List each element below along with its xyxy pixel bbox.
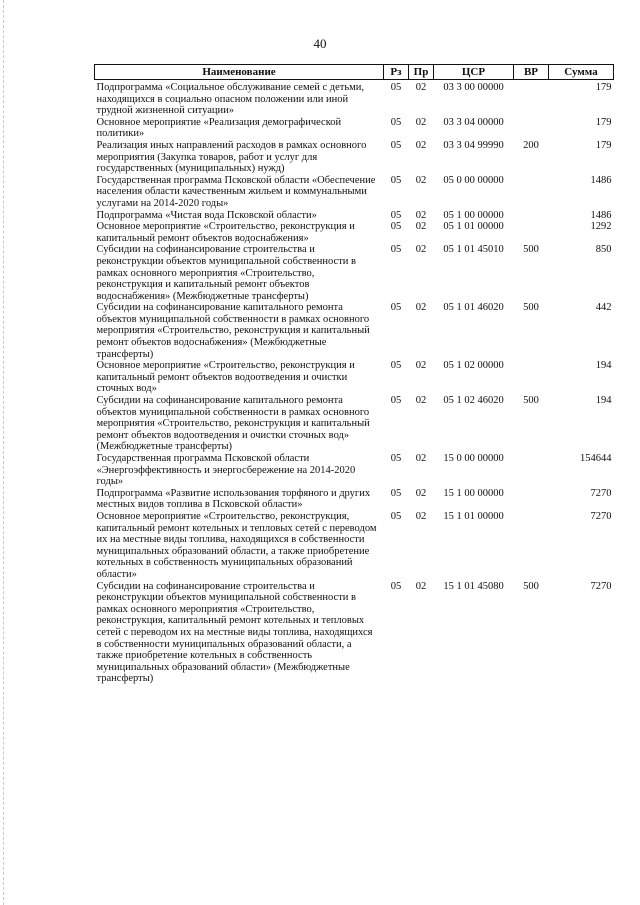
row-csr: 15 1 01 00000 (443, 510, 504, 522)
row-name: Субсидии на софинансирование капитального ремонта объектов муниципальной собственности в рамках основного мероприятия «Строительство, реконструкция и капитальный ремонт объектов водоотведения и очистки сточных вод» (Межбюджетные трансферты) (96, 395, 370, 453)
table-row (95, 80, 614, 117)
row-vr (514, 453, 549, 488)
header-pr: Пр (409, 65, 434, 80)
row-sum: 7270 (590, 580, 612, 592)
row-rz: 05 (390, 360, 402, 372)
row-vr (514, 511, 549, 581)
row-pr: 02 (415, 360, 427, 372)
row-name: Подпрограмма «Чистая вода Псковской области» (96, 209, 317, 221)
row-sum: 442 (595, 302, 612, 314)
row-sum: 1486 (590, 174, 612, 186)
row-pr: 02 (415, 116, 427, 128)
row-csr: 15 1 00 00000 (443, 487, 504, 499)
row-sum: 7270 (590, 487, 612, 499)
row-rz: 05 (390, 302, 402, 314)
row-pr: 02 (415, 244, 427, 256)
row-sum: 1292 (590, 221, 612, 233)
row-name: Государственная программа Псковской области «Энергоэффективность и энергосбережение на 2014-2020 годы» (96, 453, 356, 488)
row-name: Основное мероприятие «Строительство, реконструкция и капитальный ремонт объектов водоснабжения» (96, 221, 355, 244)
page-number: 40 (313, 36, 327, 51)
row-name: Субсидии на софинансирование капитального ремонта объектов муниципальной собственности в рамках основного мероприятия «Строительство, реконструкция и капитальный ремонт объектов водоснабжения» (Межбюджетные трансферты) (96, 302, 370, 360)
row-sum: 1486 (590, 209, 612, 221)
row-name: Основное мероприятие «Строительство, реконструкция и капитальный ремонт объектов водоотведения и очистки сточных вод» (96, 360, 355, 395)
header-sum: Сумма (549, 65, 614, 80)
row-pr: 02 (415, 221, 427, 233)
row-rz: 05 (390, 139, 402, 151)
row-vr: 500 (523, 395, 539, 407)
row-rz: 05 (390, 209, 402, 221)
table-row (95, 511, 614, 581)
row-name: Основное мероприятие «Строительство, реконструкция, капитальный ремонт котельных и тепловых сетей с переводом их на местные виды топлива, находящихся в собственности муниципальных образований области, а также приобретение котельных в собственность муниципальных образований области» (96, 510, 377, 580)
row-csr: 05 1 01 45010 (443, 244, 504, 256)
row-rz: 05 (390, 395, 402, 407)
row-rz: 05 (390, 82, 402, 93)
row-name: Подпрограмма «Развитие использования торфяного и других местных видов топлива в Псковской области» (96, 487, 371, 511)
header-vr: ВР (514, 65, 549, 80)
scan-margin-line (3, 0, 4, 905)
row-pr: 02 (415, 174, 427, 186)
row-csr: 05 1 00 00000 (443, 209, 504, 221)
row-name: Субсидии на софинансирование строительства и реконструкции объектов муниципальной собственности в рамках основного мероприятия «Строительство, реконструкция и капитальный ремонт объектов водоснабжения» (Межбюджетные трансферты) (96, 244, 356, 302)
header-rz: Рз (384, 65, 409, 80)
row-name: Государственная программа Псковской области «Обеспечение населения области качественным жильем и коммунальными услугами на 2014-2020 годы» (96, 174, 376, 209)
table-row (95, 140, 614, 175)
row-vr (514, 80, 549, 117)
row-sum: 179 (595, 116, 612, 128)
row-vr (514, 360, 549, 395)
row-rz: 05 (390, 510, 402, 522)
row-name: Основное мероприятие «Реализация демографической политики» (96, 116, 342, 140)
row-rz: 05 (390, 453, 402, 464)
row-pr: 02 (415, 453, 427, 464)
row-rz: 05 (390, 116, 402, 128)
row-pr: 02 (415, 487, 427, 499)
table-row (95, 581, 614, 685)
row-rz: 05 (390, 174, 402, 186)
table-row (95, 175, 614, 210)
table-body (95, 80, 614, 685)
row-csr: 05 1 01 46020 (443, 302, 504, 314)
row-sum: 7270 (590, 510, 612, 522)
table-row (95, 302, 614, 360)
budget-table (94, 64, 614, 685)
row-sum: 194 (595, 395, 612, 407)
row-pr: 02 (415, 139, 427, 151)
row-pr: 02 (415, 580, 427, 592)
table-row (95, 453, 614, 488)
row-sum: 179 (595, 82, 612, 93)
row-sum: 194 (595, 360, 612, 372)
row-vr: 500 (523, 302, 539, 314)
table-row (95, 117, 614, 140)
table-row (95, 395, 614, 453)
row-csr: 15 1 01 45080 (443, 580, 504, 592)
row-pr: 02 (415, 510, 427, 522)
row-vr (514, 221, 549, 244)
row-sum: 850 (595, 244, 612, 256)
row-csr: 03 3 00 00000 (443, 82, 504, 93)
row-pr: 02 (415, 209, 427, 221)
row-vr: 500 (523, 580, 539, 592)
row-rz: 05 (390, 580, 402, 592)
row-csr: 05 0 00 00000 (443, 174, 504, 186)
row-csr: 03 3 04 99990 (443, 139, 504, 151)
row-pr: 02 (415, 82, 427, 93)
row-name: Подпрограмма «Социальное обслуживание семей с детьми, находящихся в социально опасном положении или иной трудной жизненной ситуации» (96, 82, 365, 117)
row-csr: 05 1 02 00000 (443, 360, 504, 372)
row-rz: 05 (390, 221, 402, 233)
row-sum: 179 (595, 139, 612, 151)
table-row (95, 221, 614, 244)
row-vr: 200 (523, 139, 539, 151)
row-name: Субсидии на софинансирование строительства и реконструкции объектов муниципальной собственности в рамках основного мероприятия «Строительство, реконструкция, капитальный ремонт котельных и тепловых сетей с переводом их на местные виды топлива, находящихся в собственности муниципальных образований области, а также приобретение котельных в собственность муниципальных образований области» (Межбюджетные трансферты) (96, 580, 373, 685)
row-name: Реализация иных направлений расходов в рамках основного мероприятия (Закупка товаров, работ и услуг для государственных (муниципальных) нужд) (96, 139, 367, 175)
header-name: Наименование (95, 65, 384, 80)
row-csr: 05 1 02 46020 (443, 395, 504, 407)
table-header-row (95, 65, 614, 80)
row-csr: 03 3 04 00000 (443, 116, 504, 128)
row-vr: 500 (523, 244, 539, 256)
row-vr (514, 210, 549, 222)
row-vr (514, 175, 549, 210)
table-row (95, 210, 614, 222)
row-sum: 154644 (580, 453, 612, 464)
table-row (95, 244, 614, 302)
row-csr: 05 1 01 00000 (443, 221, 504, 233)
table-row (95, 360, 614, 395)
row-vr (514, 117, 549, 140)
row-pr: 02 (415, 395, 427, 407)
header-csr: ЦСР (434, 65, 514, 80)
row-csr: 15 0 00 00000 (443, 453, 504, 464)
row-rz: 05 (390, 244, 402, 256)
row-pr: 02 (415, 302, 427, 314)
row-vr (514, 488, 549, 511)
row-rz: 05 (390, 487, 402, 499)
table-row (95, 488, 614, 511)
